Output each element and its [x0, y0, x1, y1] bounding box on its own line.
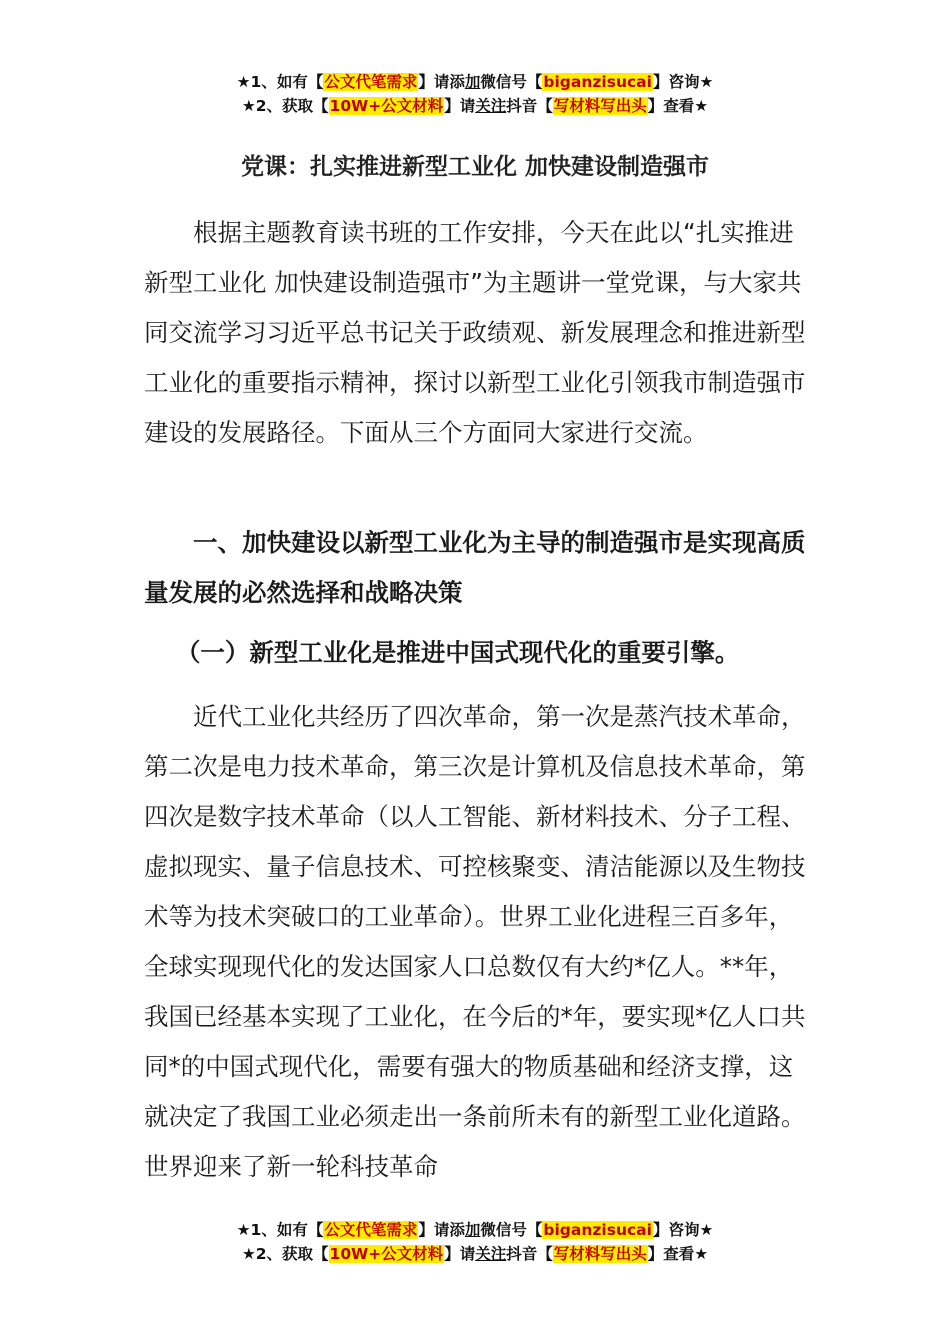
- banner-line-1: [0, 1218, 950, 1242]
- banner-text: 】请添: [418, 1221, 465, 1239]
- wechat-id: biganzisucai: [543, 73, 652, 91]
- banner-text: 】请: [444, 1245, 476, 1263]
- banner-text: 】查看★: [647, 97, 709, 115]
- banner-underlined: 加: [464, 1221, 481, 1239]
- banner-text: 微信号【: [480, 73, 543, 91]
- banner-underlined: 关注: [475, 97, 507, 115]
- banner-line-1: [0, 70, 950, 94]
- intro-paragraph: 根据主题教育读书班的工作安排，今天在此以“扎实推进新型工业化 加快建设制造强市”为主题讲一堂党课，与大家共同交流学习习近平总书记关于政绩观、新发展理念和推进新型工业化的重要指示精神，探讨以新型工业化引领我市制造强市建设的发展路径。下面从三个方面同大家进行交流。: [144, 218, 806, 447]
- banner-line-2: [0, 94, 950, 118]
- banner-highlight: 10W+公文材料: [329, 97, 444, 115]
- body-paragraph: 近代工业化共经历了四次革命，第一次是蒸汽技术革命，第二次是电力技术革命，第三次是计算机及信息技术革命，第四次是数字技术革命（以人工智能、新材料技术、分子工程、虚拟现实、量子信息技术、可控核聚变、清洁能源以及生物技术等为技术突破口的工业革命）。世界工业化进程三百多年，全球实现现代化的发达国家人口总数仅有大约*亿人。**年，我国已经基本实现了工业化，在今后的*年，要实现*亿人口共同*的中国式现代化，需要有强大的物质基础和经济支撑，这就决定了我国工业必须走出一条前所未有的新型工业化道路。世界迎来了新一轮科技革命: [144, 702, 806, 1181]
- banner-highlight: 10W+公文材料: [329, 1245, 444, 1263]
- wechat-id: biganzisucai: [543, 1221, 652, 1239]
- banner-text: ★1、如有【: [236, 1221, 324, 1239]
- banner-underlined: 关注: [475, 1245, 507, 1263]
- banner-underlined: 加: [464, 73, 481, 91]
- banner-text: ★2、获取【: [241, 1245, 329, 1263]
- banner-text: ★1、如有【: [236, 73, 324, 91]
- douyin-account: 写材料写出头: [553, 97, 647, 115]
- bottom-banner: [0, 1218, 950, 1266]
- douyin-account: 写材料写出头: [553, 1245, 647, 1263]
- subsection-heading: （一）新型工业化是推进中国式现代化的重要引擎。: [175, 638, 740, 667]
- banner-text: ★2、获取【: [241, 97, 329, 115]
- banner-text: 抖音【: [506, 97, 553, 115]
- banner-highlight: 公文代笔需求: [324, 1221, 418, 1239]
- top-banner: [0, 70, 950, 118]
- page-title: 党课：扎实推进新型工业化 加快建设制造强市: [240, 154, 709, 180]
- banner-text: 】咨询★: [652, 73, 714, 91]
- section-heading: 一、加快建设以新型工业化为主导的制造强市是实现高质量发展的必然选择和战略决策: [144, 528, 806, 607]
- banner-text: 】咨询★: [652, 1221, 714, 1239]
- banner-text: 】请: [444, 97, 476, 115]
- banner-highlight: 公文代笔需求: [324, 73, 418, 91]
- banner-text: 抖音【: [506, 1245, 553, 1263]
- banner-text: 】请添: [418, 73, 465, 91]
- banner-line-2: [0, 1242, 950, 1266]
- banner-text: 】查看★: [647, 1245, 709, 1263]
- banner-text: 微信号【: [480, 1221, 543, 1239]
